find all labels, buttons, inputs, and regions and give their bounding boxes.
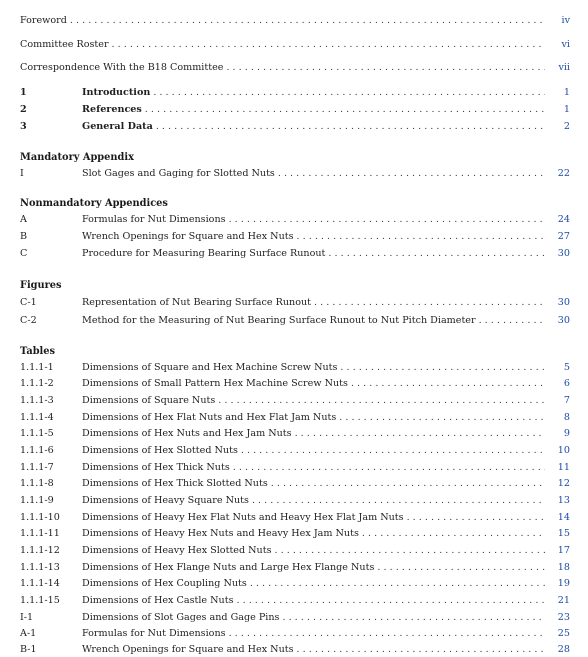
dot-leader (295, 428, 545, 439)
entry-number: B-1 (20, 643, 37, 655)
entry-number: 1.1.1-7 (20, 461, 54, 473)
toc-entry-table (20, 641, 570, 657)
entry-title: Introduction (82, 86, 151, 98)
dot-leader (226, 62, 545, 73)
entry-title: Dimensions of Slot Gages and Gage Pins (82, 611, 280, 623)
toc-entry-table (20, 409, 570, 425)
entry-title: Dimensions of Square Nuts (82, 394, 216, 406)
entry-title: Dimensions of Heavy Hex Flat Nuts and Heavy Hex Flat Jam Nuts (82, 511, 404, 523)
entry-title: Wrench Openings for Square and Hex Nuts (82, 643, 294, 655)
toc-entry-table (20, 459, 570, 475)
toc-entry-figure (20, 294, 570, 310)
toc-entry-appendix (20, 165, 570, 181)
toc-entry-table (20, 425, 570, 441)
page-link[interactable]: iv (561, 14, 570, 26)
toc-entry-appendix (20, 228, 570, 244)
entry-number: A (20, 213, 27, 225)
toc-entry-table (20, 559, 570, 575)
group-heading-tables: Tables (20, 346, 56, 357)
page-link[interactable]: 19 (557, 577, 570, 589)
dot-leader (297, 644, 545, 655)
dot-leader (252, 495, 545, 506)
page-link[interactable]: 1 (563, 103, 570, 115)
toc-entry-appendix (20, 245, 570, 261)
dot-leader (479, 315, 545, 326)
dot-leader (278, 168, 545, 179)
page-link[interactable]: 2 (563, 120, 570, 132)
toc-entry-table (20, 625, 570, 641)
entry-title: Dimensions of Heavy Hex Nuts and Heavy Hex Jam Nuts (82, 527, 359, 539)
page-link[interactable]: 21 (557, 594, 570, 606)
entry-number: 1.1.1-6 (20, 444, 54, 456)
toc-entry-correspondence (20, 59, 570, 75)
dot-leader (229, 628, 545, 639)
dot-leader (156, 121, 545, 132)
page-link[interactable]: 18 (557, 561, 570, 573)
page-link[interactable]: 22 (557, 167, 570, 179)
toc-entry-table (20, 359, 570, 375)
page-link[interactable]: 23 (557, 611, 570, 623)
page-link[interactable]: 30 (557, 314, 570, 326)
dot-leader (241, 445, 545, 456)
toc-entry-section (20, 118, 570, 134)
entry-title: General Data (82, 120, 153, 132)
dot-leader (229, 214, 545, 225)
entry-title: Correspondence With the B18 Committee (20, 61, 224, 73)
page-link[interactable]: 24 (557, 213, 570, 225)
toc-entry-table (20, 392, 570, 408)
entry-title: Committee Roster (20, 38, 109, 50)
entry-number: 1.1.1-13 (20, 561, 60, 573)
dot-leader (218, 395, 545, 406)
entry-number: 1.1.1-11 (20, 527, 60, 539)
entry-number: 1.1.1-14 (20, 577, 60, 589)
page-link[interactable]: 27 (557, 230, 570, 242)
entry-title: Dimensions of Hex Castle Nuts (82, 594, 234, 606)
dot-leader (145, 104, 545, 115)
entry-title: Dimensions of Heavy Square Nuts (82, 494, 249, 506)
toc-entry-table (20, 575, 570, 591)
page-link[interactable]: 30 (557, 296, 570, 308)
group-heading-mandatory-appendix: Mandatory Appendix (20, 152, 134, 163)
dot-leader (314, 297, 545, 308)
group-heading-figures: Figures (20, 280, 62, 291)
dot-leader (297, 231, 545, 242)
toc-entry-table (20, 375, 570, 391)
toc-entry-table (20, 475, 570, 491)
dot-leader (362, 528, 545, 539)
entry-title: Wrench Openings for Square and Hex Nuts (82, 230, 294, 242)
page-link[interactable]: 5 (563, 361, 570, 373)
page-link[interactable]: 17 (557, 544, 570, 556)
entry-title: References (82, 103, 142, 115)
dot-leader (351, 378, 545, 389)
toc-entry-table (20, 525, 570, 541)
page-link[interactable]: 15 (557, 527, 570, 539)
dot-leader (328, 248, 545, 259)
entry-number: 1.1.1-4 (20, 411, 54, 423)
entry-number: 1.1.1-9 (20, 494, 54, 506)
section-number: 1 (20, 86, 27, 98)
dot-leader (112, 39, 545, 50)
toc-entry-table (20, 592, 570, 608)
page-link[interactable]: 9 (563, 427, 570, 439)
toc-entry-table (20, 492, 570, 508)
dot-leader (233, 462, 545, 473)
entry-number: I (20, 167, 24, 179)
toc-entry-table (20, 609, 570, 625)
toc-entry-figure (20, 312, 570, 328)
entry-number: B (20, 230, 28, 242)
page-link[interactable]: 7 (563, 394, 570, 406)
dot-leader (339, 412, 545, 423)
toc-entry-appendix (20, 211, 570, 227)
entry-number: C-1 (20, 296, 37, 308)
entry-number: C-2 (20, 314, 37, 326)
toc-entry-foreword (20, 12, 570, 28)
entry-number: 1.1.1-5 (20, 427, 54, 439)
entry-title: Slot Gages and Gaging for Slotted Nuts (82, 167, 275, 179)
page-link[interactable]: vi (561, 38, 570, 50)
entry-number: 1.1.1-2 (20, 377, 54, 389)
toc-entry-table (20, 509, 570, 525)
page-link[interactable]: 28 (557, 643, 570, 655)
dot-leader (237, 595, 546, 606)
dot-leader (250, 578, 545, 589)
dot-leader (282, 612, 545, 623)
entry-title: Dimensions of Hex Nuts and Hex Jam Nuts (82, 427, 292, 439)
page-link[interactable]: 10 (557, 444, 570, 456)
entry-title: Procedure for Measuring Bearing Surface Runout (82, 247, 326, 259)
toc-entry-committee-roster (20, 36, 570, 52)
entry-title: Dimensions of Heavy Hex Slotted Nuts (82, 544, 272, 556)
entry-title: Dimensions of Hex Thick Slotted Nuts (82, 477, 268, 489)
toc-entry-table (20, 442, 570, 458)
dot-leader (340, 362, 545, 373)
page-link[interactable]: 13 (557, 494, 570, 506)
dot-leader (153, 87, 545, 98)
entry-number: 1.1.1-1 (20, 361, 54, 373)
entry-title: Formulas for Nut Dimensions (82, 627, 226, 639)
entry-number: 1.1.1-15 (20, 594, 60, 606)
entry-title: Dimensions of Hex Slotted Nuts (82, 444, 238, 456)
page-link[interactable]: 1 (563, 86, 570, 98)
dot-leader (407, 512, 545, 523)
page-link[interactable]: vii (558, 61, 570, 73)
entry-title: Dimensions of Small Pattern Hex Machine Screw Nuts (82, 377, 348, 389)
entry-title: Dimensions of Hex Flat Nuts and Hex Flat Jam Nuts (82, 411, 337, 423)
entry-title: Dimensions of Hex Flange Nuts and Large Hex Flange Nuts (82, 561, 375, 573)
entry-title: Dimensions of Hex Coupling Nuts (82, 577, 247, 589)
dot-leader (271, 478, 545, 489)
entry-title: Formulas for Nut Dimensions (82, 213, 226, 225)
page-link[interactable]: 12 (557, 477, 570, 489)
dot-leader (275, 545, 545, 556)
entry-title: Representation of Nut Bearing Surface Runout (82, 296, 312, 308)
page-link[interactable]: 8 (563, 411, 570, 423)
group-heading-nonmandatory-appendices: Nonmandatory Appendices (20, 198, 168, 209)
section-number: 2 (20, 103, 27, 115)
dot-leader (377, 562, 545, 573)
dot-leader (70, 15, 545, 26)
toc-entry-section (20, 84, 570, 100)
entry-title: Dimensions of Square and Hex Machine Screw Nuts (82, 361, 338, 373)
page-link[interactable]: 30 (557, 247, 570, 259)
entry-number: 1.1.1-3 (20, 394, 54, 406)
page-link[interactable]: 11 (557, 461, 570, 473)
entry-number: I-1 (20, 611, 34, 623)
toc-entry-table (20, 542, 570, 558)
entry-number: 1.1.1-12 (20, 544, 60, 556)
entry-number: 1.1.1-8 (20, 477, 54, 489)
entry-title: Foreword (20, 14, 67, 26)
entry-number: A-1 (20, 627, 37, 639)
entry-number: 1.1.1-10 (20, 511, 60, 523)
page-link[interactable]: 25 (557, 627, 570, 639)
toc-entry-section (20, 101, 570, 117)
page-link[interactable]: 14 (557, 511, 570, 523)
entry-title: Method for the Measuring of Nut Bearing Surface Runout to Nut Pitch Diameter (82, 314, 476, 326)
page-link[interactable]: 6 (563, 377, 570, 389)
section-number: 3 (20, 120, 27, 132)
entry-title: Dimensions of Hex Thick Nuts (82, 461, 230, 473)
entry-number: C (20, 247, 28, 259)
